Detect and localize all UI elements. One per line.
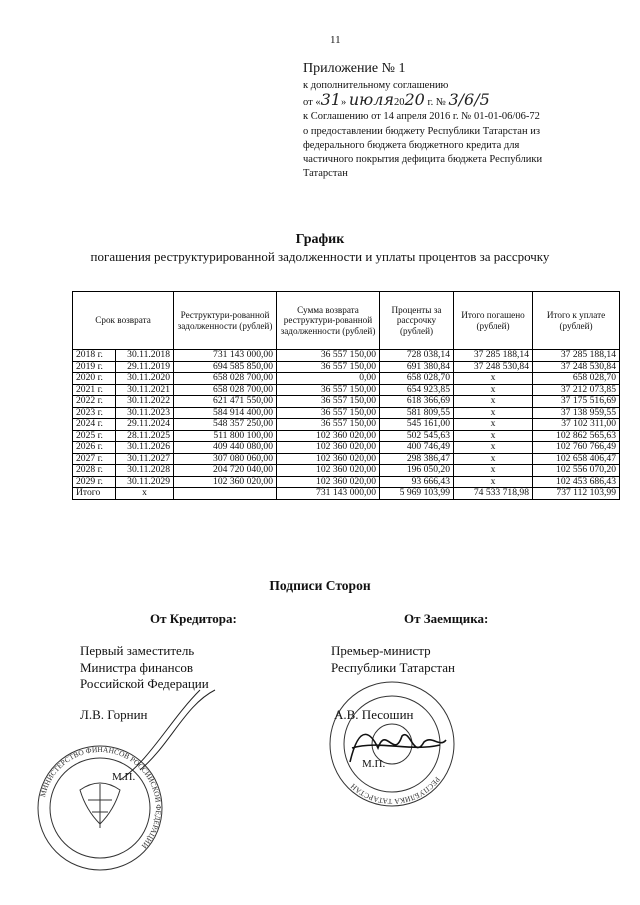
total-interest: 5 969 103,99 — [380, 488, 454, 500]
appendix-title: Приложение № 1 — [303, 61, 406, 76]
schedule-title: График — [295, 232, 345, 247]
cell-return: 102 360 020,00 — [277, 465, 380, 477]
cell-date: 30.11.2026 — [116, 442, 174, 454]
cell-return: 36 557 150,00 — [277, 407, 380, 419]
cell-paid: 37 285 188,14 — [454, 350, 533, 362]
creditor-position-line-1: Первый заместитель — [80, 643, 195, 658]
cell-year: 2027 г. — [73, 453, 116, 465]
cell-interest: 728 038,14 — [380, 350, 454, 362]
cell-interest: 618 366,69 — [380, 396, 454, 408]
cell-return: 36 557 150,00 — [277, 396, 380, 408]
creditor-label: От Кредитора: — [150, 611, 237, 626]
total-due: 737 112 103,99 — [533, 488, 620, 500]
cell-date: 30.11.2021 — [116, 384, 174, 396]
cell-restructured: 731 143 000,00 — [174, 350, 277, 362]
cell-restructured: 694 585 850,00 — [174, 361, 277, 373]
cell-interest: 400 746,49 — [380, 442, 454, 454]
cell-interest: 196 050,20 — [380, 465, 454, 477]
cell-due: 102 862 565,63 — [533, 430, 620, 442]
handwritten-year: 20 — [404, 90, 425, 110]
left-signature-stroke — [120, 690, 215, 780]
cell-year: 2028 г. — [73, 465, 116, 477]
cell-paid: x — [454, 430, 533, 442]
cell-restructured: 621 471 550,00 — [174, 396, 277, 408]
cell-date: 30.11.2023 — [116, 407, 174, 419]
handwritten-number: 3/6/5 — [448, 90, 490, 110]
header-term: Срок возврата — [73, 292, 174, 350]
total-return: 731 143 000,00 — [277, 488, 380, 500]
header-restructured: Реструктури-рованной задолженности (рублей) — [174, 292, 277, 350]
header-return: Сумма возврата реструктури-рованной задолженности (рублей) — [277, 292, 380, 350]
cell-return: 102 360 020,00 — [277, 476, 380, 488]
cell-date: 30.11.2027 — [116, 453, 174, 465]
cell-year: 2022 г. — [73, 396, 116, 408]
borrower-position-line-2: Республики Татарстан — [331, 659, 455, 675]
cell-restructured: 307 080 060,00 — [174, 453, 277, 465]
borrower-seal-mark: М.П. — [362, 758, 386, 770]
creditor-signatory-name: Л.В. Горнин — [80, 707, 148, 722]
borrower-label: От Заемщика: — [404, 611, 489, 626]
cell-paid: x — [454, 465, 533, 477]
creditor-seal-mark: М.П. — [112, 771, 136, 783]
cell-paid: x — [454, 419, 533, 431]
cell-restructured: 584 914 400,00 — [174, 407, 277, 419]
appendix-line-6: частичного покрытия дефицита бюджета Республики — [303, 154, 543, 166]
page-number: 11 — [330, 34, 341, 46]
cell-due: 37 212 073,85 — [533, 384, 620, 396]
cell-due: 37 248 530,84 — [533, 361, 620, 373]
header-interest: Проценты за рассрочку (рублей) — [380, 292, 454, 350]
cell-interest: 93 666,43 — [380, 476, 454, 488]
creditor-position-line-2: Министра финансов — [80, 659, 194, 675]
cell-return: 36 557 150,00 — [277, 361, 380, 373]
number-prefix: г. № — [424, 97, 449, 109]
cell-interest: 658 028,70 — [380, 373, 454, 385]
signatures-title: Подписи Сторон — [269, 578, 371, 593]
year-prefix: 20 — [393, 97, 405, 109]
total-paid: 74 533 718,98 — [454, 488, 533, 500]
header-paid: Итого погашено (рублей) — [454, 292, 533, 350]
cell-restructured: 204 720 040,00 — [174, 465, 277, 477]
total-x: x — [116, 488, 174, 500]
cell-date: 30.11.2020 — [116, 373, 174, 385]
cell-interest: 298 386,47 — [380, 453, 454, 465]
cell-return: 36 557 150,00 — [277, 350, 380, 362]
cell-paid: x — [454, 407, 533, 419]
cell-return: 102 360 020,00 — [277, 430, 380, 442]
date-prefix: от « — [303, 97, 321, 109]
cell-interest: 581 809,55 — [380, 407, 454, 419]
cell-year: 2025 г. — [73, 430, 116, 442]
total-label: Итого — [73, 488, 116, 500]
cell-return: 36 557 150,00 — [277, 419, 380, 431]
cell-interest: 502 545,63 — [380, 430, 454, 442]
header-due: Итого к уплате (рублей) — [533, 292, 620, 350]
cell-due: 37 285 188,14 — [533, 350, 620, 362]
cell-return: 0,00 — [277, 373, 380, 385]
cell-restructured: 658 028 700,00 — [174, 373, 277, 385]
cell-due: 102 453 686,43 — [533, 476, 620, 488]
cell-paid: x — [454, 384, 533, 396]
cell-due: 37 138 959,55 — [533, 407, 620, 419]
date-mid: » — [340, 97, 349, 109]
cell-restructured: 409 440 080,00 — [174, 442, 277, 454]
cell-return: 36 557 150,00 — [277, 384, 380, 396]
schedule-subtitle: погашения реструктурированной задолженности и уплаты процентов за рассрочку — [90, 249, 550, 264]
appendix-line-5: федерального бюджета бюджетного кредита для — [303, 139, 520, 151]
cell-return: 102 360 020,00 — [277, 453, 380, 465]
creditor-position — [80, 643, 209, 693]
cell-interest: 654 923,85 — [380, 384, 454, 396]
cell-date: 28.11.2025 — [116, 430, 174, 442]
borrower-position-line-1: Премьер-министр — [331, 643, 431, 658]
cell-interest: 545 161,00 — [380, 419, 454, 431]
cell-year: 2019 г. — [73, 361, 116, 373]
creditor-position-line-3: Российской Федерации — [80, 676, 209, 691]
eagle-detail-icon — [88, 784, 112, 828]
cell-paid: 37 248 530,84 — [454, 361, 533, 373]
handwritten-month: июля — [348, 90, 394, 110]
cell-paid: x — [454, 396, 533, 408]
cell-date: 30.11.2018 — [116, 350, 174, 362]
appendix-line-3: к Соглашению от 14 апреля 2016 г. № 01-01-06/06-72 — [303, 111, 540, 123]
cell-date: 30.11.2022 — [116, 396, 174, 408]
cell-year: 2021 г. — [73, 384, 116, 396]
cell-year: 2020 г. — [73, 373, 116, 385]
cell-paid: x — [454, 373, 533, 385]
cell-restructured: 511 800 100,00 — [174, 430, 277, 442]
appendix-line-1: к дополнительному соглашению — [303, 80, 449, 91]
cell-due: 658 028,70 — [533, 373, 620, 385]
cell-date: 30.11.2029 — [116, 476, 174, 488]
cell-due: 102 760 766,49 — [533, 442, 620, 454]
left-official-seal — [38, 745, 163, 870]
cell-interest: 691 380,84 — [380, 361, 454, 373]
cell-due: 102 556 070,20 — [533, 465, 620, 477]
cell-date: 29.11.2019 — [116, 361, 174, 373]
cell-due: 102 658 406,47 — [533, 453, 620, 465]
appendix-line-4: о предоставлении бюджету Республики Татарстан из — [303, 125, 540, 137]
borrower-position — [331, 643, 455, 676]
cell-restructured: 548 357 250,00 — [174, 419, 277, 431]
left-seal-text: МИНИСТЕРСТВО ФИНАНСОВ РОССИЙСКОЙ ФЕДЕРАЦИИ — [38, 744, 164, 851]
cell-restructured: 102 360 020,00 — [174, 476, 277, 488]
handwritten-day: 31 — [320, 90, 341, 110]
cell-date: 29.11.2024 — [116, 419, 174, 431]
cell-due: 37 102 311,00 — [533, 419, 620, 431]
cell-paid: x — [454, 453, 533, 465]
right-seal-text: РЕСПУБЛИКА ТАТАРСТАН — [348, 775, 443, 807]
cell-due: 37 175 516,69 — [533, 396, 620, 408]
cell-year: 2023 г. — [73, 407, 116, 419]
cell-return: 102 360 020,00 — [277, 442, 380, 454]
cell-year: 2024 г. — [73, 419, 116, 431]
borrower-signatory-name: А.В. Песошин — [334, 707, 414, 722]
cell-date: 30.11.2028 — [116, 465, 174, 477]
cell-year: 2026 г. — [73, 442, 116, 454]
cell-restructured: 658 028 700,00 — [174, 384, 277, 396]
appendix-line-7: Татарстан — [303, 168, 348, 180]
cell-year: 2029 г. — [73, 476, 116, 488]
cell-paid: x — [454, 476, 533, 488]
cell-year: 2018 г. — [73, 350, 116, 362]
cell-paid: x — [454, 442, 533, 454]
